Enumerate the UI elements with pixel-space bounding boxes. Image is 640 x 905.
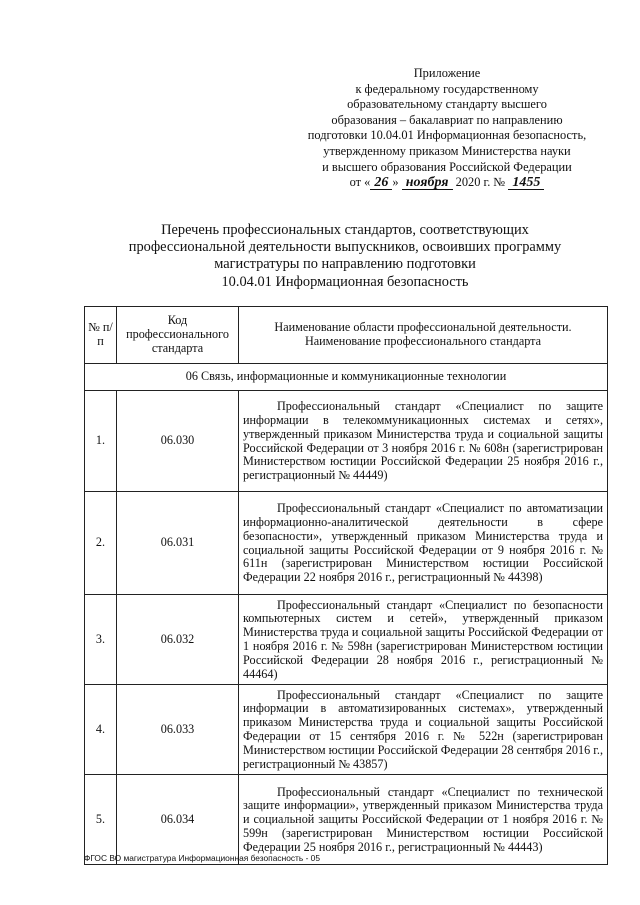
appendix-line: образовательному стандарту высшего (347, 97, 547, 112)
appendix-line: утвержденному приказом Министерства науки (323, 143, 571, 158)
table-row (85, 595, 608, 685)
row-code: 06.031 (117, 492, 239, 595)
header-num: № п/п (85, 307, 117, 364)
date-year: 2020 г. № (455, 175, 506, 190)
appendix-block (282, 66, 612, 191)
row-description: Профессиональный стандарт «Специалист по защите информации в автоматизированных системах», утвержденный приказом Министерства труда и социальной защиты Российской Федерации от 15 сентября 2016 г. № 522н (зарегистрирован Министерством юстиции Российской Федерации 28 сентября 2016 г., регистрационный № 43857) (239, 685, 608, 775)
order-date-line (282, 175, 612, 191)
row-num: 1. (85, 391, 117, 492)
title-line: профессиональной деятельности выпускников, освоивших программу (128, 239, 562, 256)
date-prefix: от « (349, 175, 371, 190)
handwritten-day: 26 (370, 177, 392, 190)
title-line: 10.04.01 Информационная безопасность (221, 273, 469, 290)
date-mid: » (392, 175, 399, 190)
appendix-line: подготовки 10.04.01 Информационная безопасность, (307, 128, 587, 143)
title-line: Перечень профессиональных стандартов, соответствующих (161, 222, 529, 238)
appendix-line: к федеральному государственному (355, 81, 539, 96)
table-row (85, 775, 608, 865)
row-description: Профессиональный стандарт «Специалист по защите информации в телекоммуникационных системах и сетях», утвержденный приказом Министерства труда и социальной защиты Российской Федерации от 3 ноября 2016 г. № 608н (зарегистрирован Министерством юстиции Российской Федерации 25 ноября 2016 г., регистрационный № 44449) (239, 391, 608, 492)
table-row (85, 685, 608, 775)
appendix-line: образования – бакалавриат по направлению (331, 112, 563, 127)
page-footer: ФГОС ВО магистратура Информационная безопасность - 05 (84, 853, 320, 863)
table-header-row (85, 307, 608, 364)
row-code: 06.030 (117, 391, 239, 492)
handwritten-month: ноября (402, 177, 453, 190)
row-num: 2. (85, 492, 117, 595)
row-code: 06.032 (117, 595, 239, 685)
row-description: Профессиональный стандарт «Специалист по автоматизации информационно-аналитической деятельности в сфере безопасности», утвержденный приказом Министерства труда и социальной защиты Российской Федерации от 9 ноября 2016 г. № 611н (зарегистрирован Министерством юстиции Российской Федерации 22 ноября 2016 г., регистрационный № 44398) (239, 492, 608, 595)
appendix-line: Приложение (413, 66, 481, 80)
header-name: Наименование области профессиональной деятельности. Наименование профессионального стандарта (239, 307, 608, 364)
section-title: 06 Связь, информационные и коммуникационные технологии (85, 364, 608, 391)
row-code: 06.034 (117, 775, 239, 865)
table-row (85, 492, 608, 595)
row-description: Профессиональный стандарт «Специалист по безопасности компьютерных систем и сетей», утвержденный приказом Министерства труда и социальной защиты Российской Федерации от 1 ноября 2016 г. № 598н (зарегистрирован Министерством юстиции Российской Федерации 28 ноября 2016 г., регистрационный № 44464) (239, 595, 608, 685)
section-row (85, 364, 608, 391)
title-line: магистратуры по направлению подготовки (214, 256, 476, 273)
document-title (60, 222, 630, 291)
header-code: Код профессионального стандарта (117, 307, 239, 364)
handwritten-number: 1455 (508, 177, 544, 190)
standards-table (84, 306, 608, 865)
table-row (85, 391, 608, 492)
row-num: 4. (85, 685, 117, 775)
row-num: 3. (85, 595, 117, 685)
appendix-line: и высшего образования Российской Федерации (322, 159, 572, 174)
row-description: Профессиональный стандарт «Специалист по технической защите информации», утвержденный приказом Министерства труда и социальной защиты Российской Федерации от 1 ноября 2016 г. № 599н (зарегистрирован Министерством юстиции Российской Федерации 25 ноября 2016 г., регистрационный № 44443) (239, 775, 608, 865)
row-code: 06.033 (117, 685, 239, 775)
row-num: 5. (85, 775, 117, 865)
